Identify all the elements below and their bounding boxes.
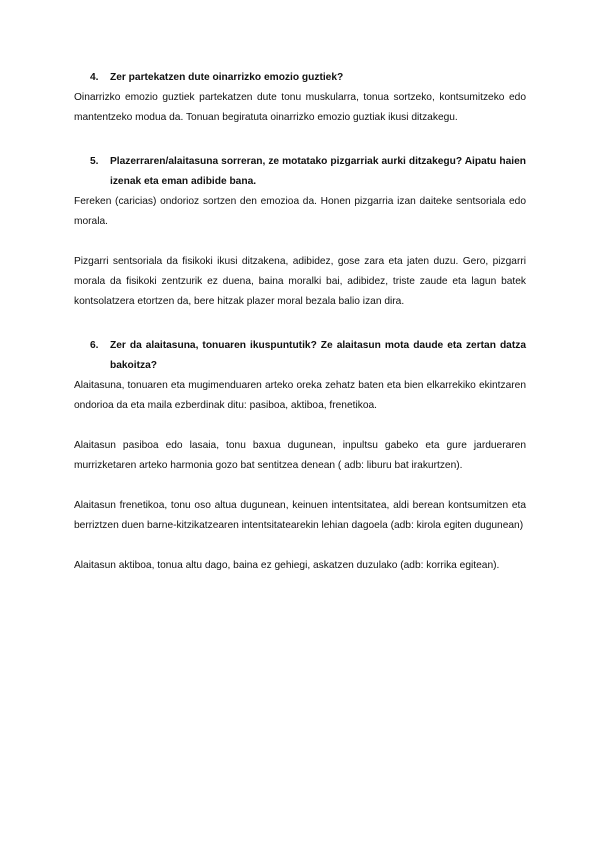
question-text: Zer partekatzen dute oinarrizko emozio guztiek? (110, 72, 344, 83)
question-text: Zer da alaitasuna, tonuaren ikuspuntutik? Ze alaitasun mota daude eta zertan datza bakoitza? (110, 340, 526, 371)
answer-paragraph: Fereken (caricias) ondorioz sortzen den emozioa da. Honen pizgarria izan daiteke sentsoriala edo morala. (74, 196, 526, 227)
question-6 (90, 336, 526, 376)
answer-paragraph: Alaitasuna, tonuaren eta mugimenduaren arteko oreka zehatz baten eta bien elkarrekiko ekintzaren ondorioa da eta maila ezberdinak ditu: pasiboa, aktiboa, frenetikoa. (74, 380, 526, 411)
answer-paragraph: Alaitasun frenetikoa, tonu oso altua dugunean, keinuen intentsitatea, aldi berean kontsumitzen eta berriztzen duen barne-kitzikatzearen intentsitatearekin lehian dagoela (adb: kirola egiten dugunean) (74, 500, 526, 531)
question-5 (90, 152, 526, 192)
question-text: Plazerraren/alaitasuna sorreran, ze motatako pizgarriak aurki ditzakegu? Aipatu haien izenak eta eman adibide bana. (110, 156, 526, 187)
question-number: 6. (90, 340, 99, 351)
answer-paragraph: Alaitasun pasiboa edo lasaia, tonu baxua dugunean, inpultsu gabeko eta gure jardueraren murrizketaren arteko harmonia gozo bat sentitzea denean ( adb: liburu bat irakurtzen). (74, 440, 526, 471)
question-number: 5. (90, 156, 99, 167)
answer-paragraph: Alaitasun aktiboa, tonua altu dago, baina ez gehiegi, askatzen duzulako (adb: korrika egitean). (74, 560, 500, 571)
answer-paragraph: Pizgarri sentsoriala da fisikoki ikusi ditzakena, adibidez, gose zara eta jaten duzu. Gero, pizgarri morala da fisikoki zentzurik ez duena, baina moralki bai, adibidez, triste zaude eta lagun batek kontsolatzera etortzen da, bere hitzak plazer moral bezala balio izan dira. (74, 256, 526, 307)
answer-paragraph: Oinarrizko emozio guztiek partekatzen dute tonu muskularra, tonua sortzeko, kontsumitzeko edo mantentzeko modua da. Tonuan begiratuta oinarrizko emozio guztiak ikusi ditzakegu. (74, 92, 526, 123)
document-page (74, 68, 526, 576)
question-number: 4. (90, 72, 99, 83)
question-4 (90, 68, 526, 88)
